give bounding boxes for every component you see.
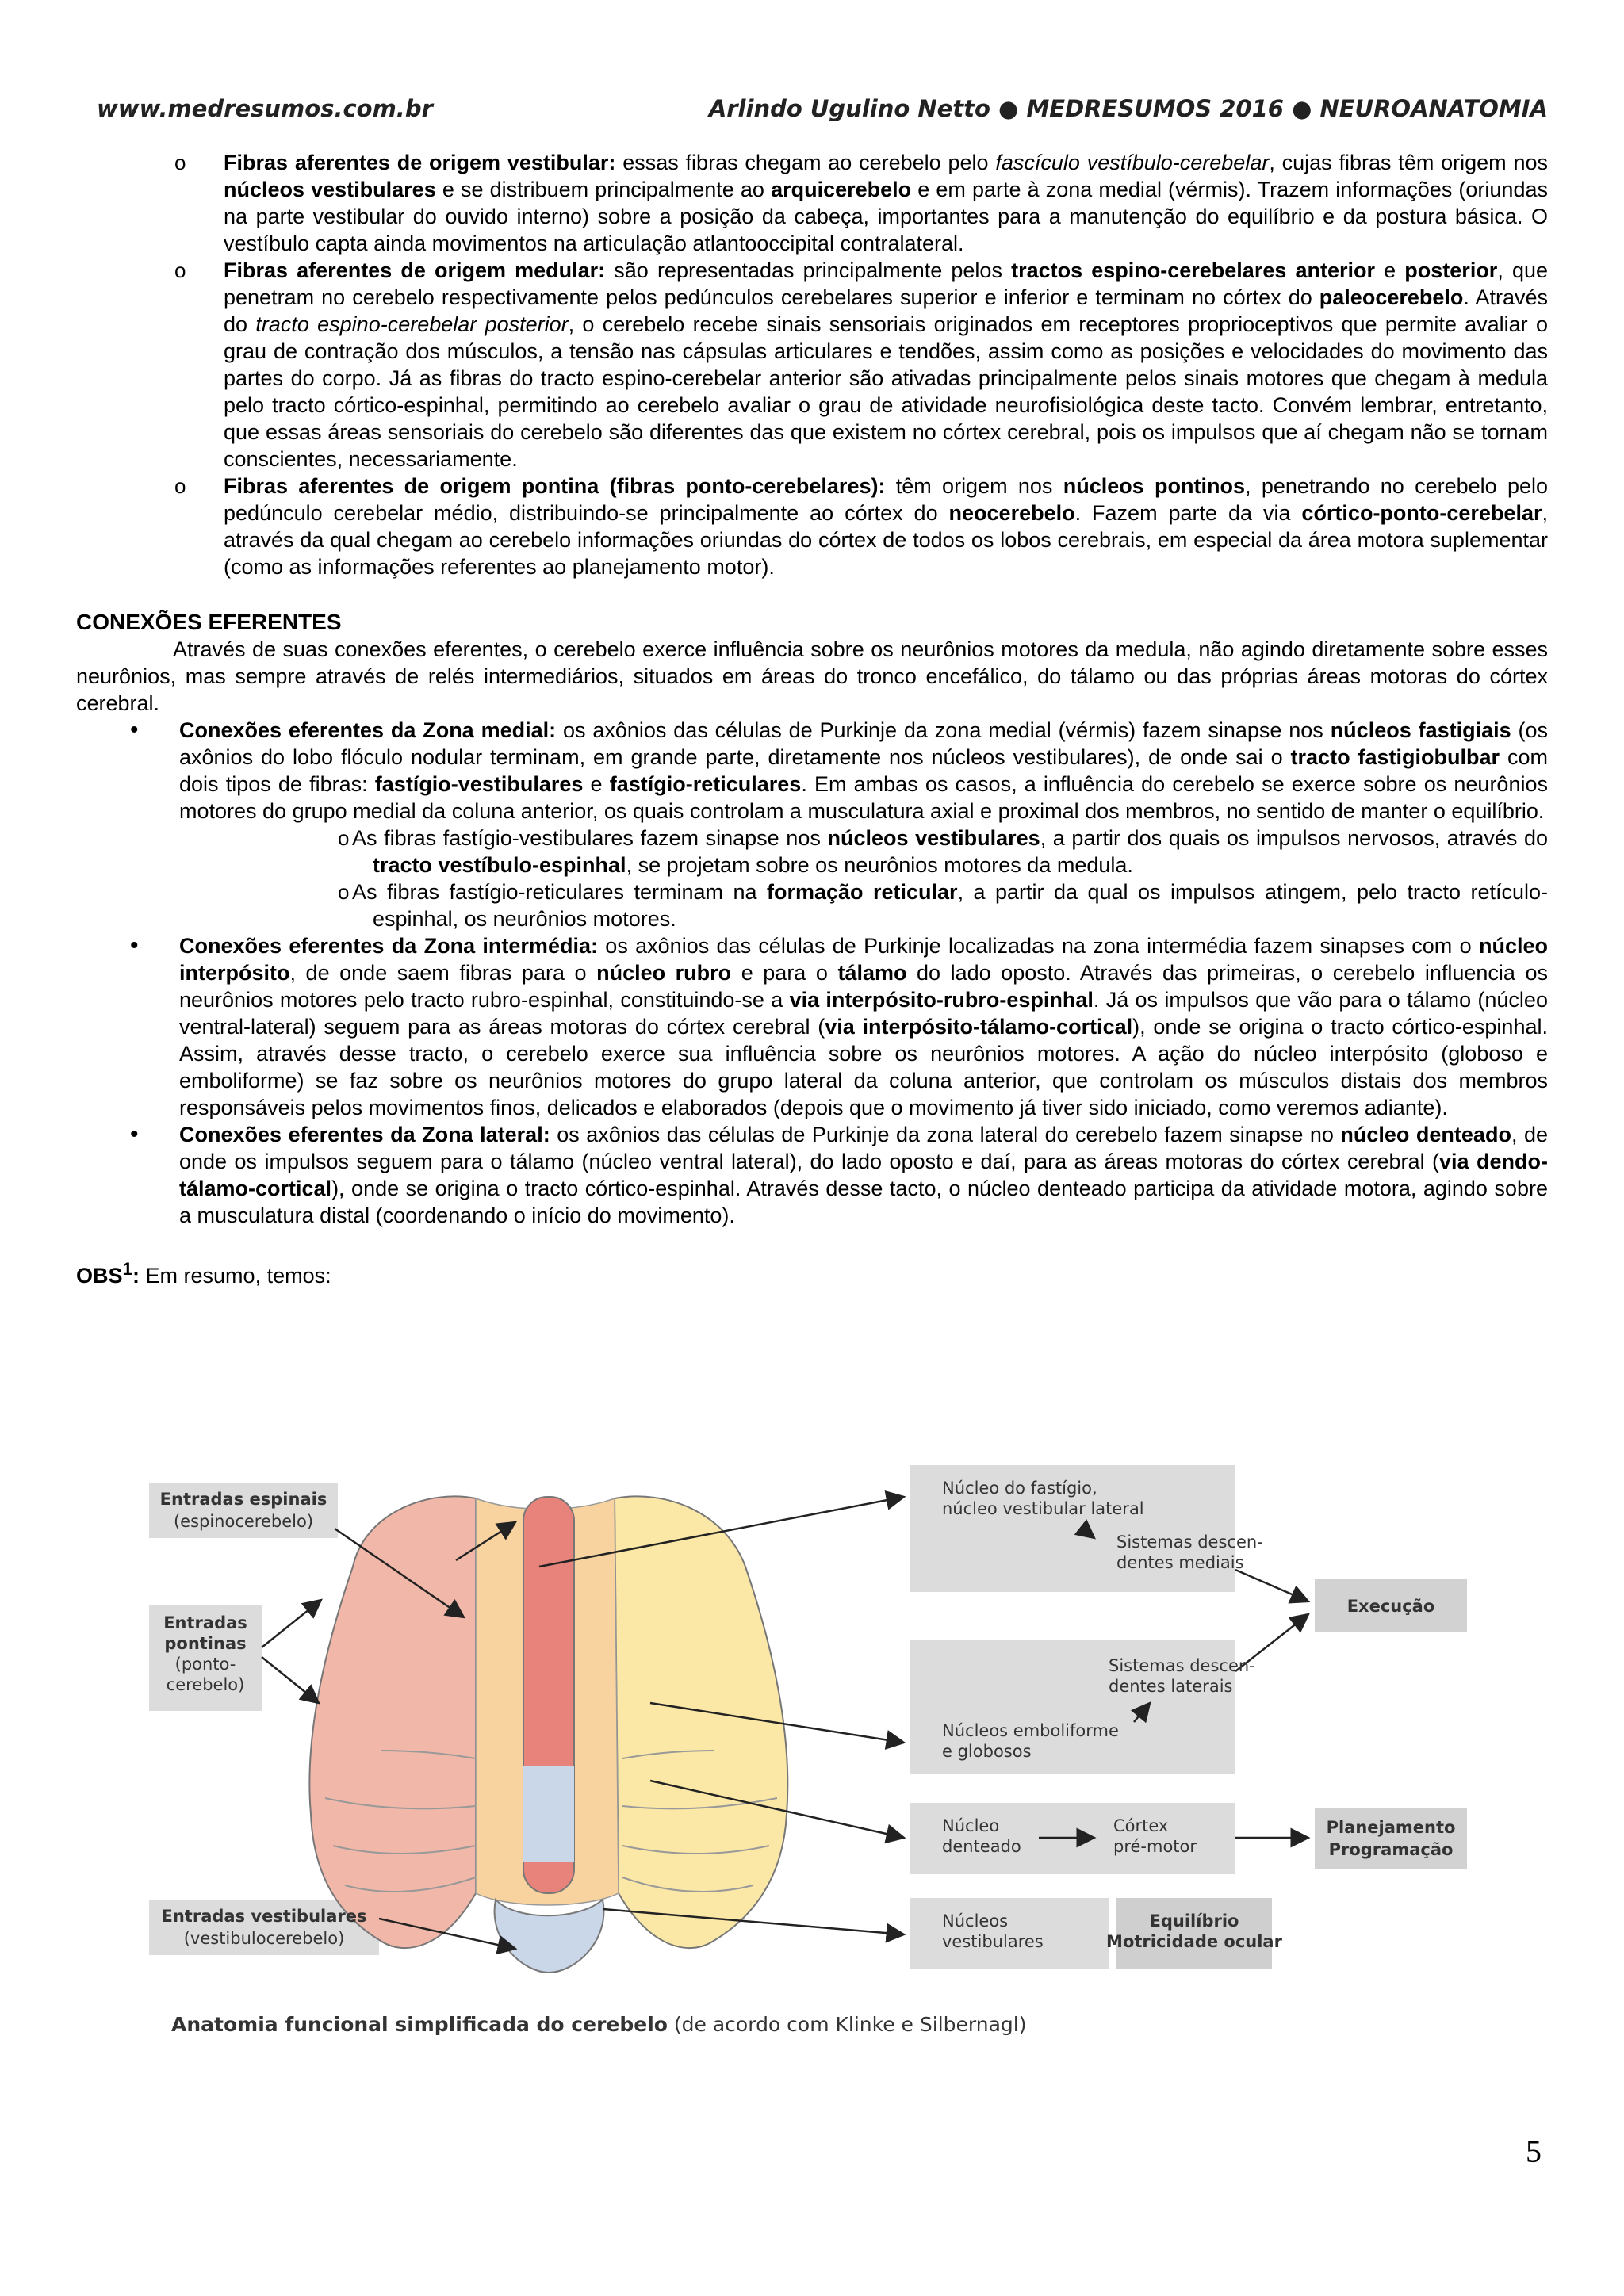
- label-emboliforme-2: e globosos: [942, 1742, 1032, 1761]
- eferentes-list: [76, 717, 1548, 1229]
- label-cortex-2: pré-motor: [1113, 1837, 1197, 1856]
- page-body: [76, 149, 1548, 1289]
- aferentes-list: [76, 149, 1548, 580]
- page-number: 5: [1526, 2133, 1542, 2169]
- label-fastigio-2: núcleo vestibular lateral: [942, 1499, 1144, 1518]
- medial-sublist: [179, 825, 1548, 932]
- label-denteado-1: Núcleo: [942, 1816, 1000, 1835]
- figure-caption: Anatomia funcional simplificada do cerebelo (de acordo com Klinke e Silbernagl): [171, 2013, 1027, 2036]
- label-entradas-vestibulares: Entradas vestibulares: [161, 1907, 367, 1926]
- section-title-eferentes: CONEXÕES EFERENTES: [76, 610, 342, 634]
- label-sist-mediais-1: Sistemas descen-: [1116, 1533, 1263, 1552]
- list-item: • Conexões eferentes da Zona lateral: os axônios das células de Purkinje da zona lateral do cerebelo fazem sinapse no núcleo denteado, de onde os impulsos seguem para o tálamo (núcleo ventral lateral), do lado oposto e daí, para as áreas motoras do córtex cerebral (via dendo-tálamo-cortical), onde se origina o tracto córtico-espinhal. Através desse tacto, o núcleo denteado participa da atividade motora, agindo sobre a musculatura distal (coordenando o início do movimento).: [76, 1121, 1548, 1229]
- label-sist-mediais-2: dentes mediais: [1116, 1553, 1244, 1572]
- label-vestibulares-1: Núcleos: [942, 1911, 1009, 1931]
- label-entradas: Entradas: [163, 1613, 247, 1632]
- arrow-pontinas: [262, 1600, 321, 1647]
- label-fastigio-1: Núcleo do fastígio,: [942, 1479, 1097, 1498]
- label-denteado-2: denteado: [942, 1837, 1021, 1856]
- list-item: o Fibras aferentes de origem vestibular: essas fibras chegam ao cerebelo pelo fascículo vestíbulo-cerebelar, cujas fibras têm origem nos núcleos vestibulares e se distribuem principalmente ao arquicerebelo e em parte à zona medial (vérmis). Trazem informações (oriundas na parte vestibular do ouvido interno) sobre a posição da cabeça, importantes para a manutenção do equilíbrio e da postura básica. O vestíbulo capta ainda movimentos na articulação atlantooccipital contralateral.: [76, 149, 1548, 257]
- label-pontinas: pontinas: [164, 1634, 247, 1653]
- eferentes-intro: Através de suas conexões eferentes, o cerebelo exerce influência sobre os neurônios motores da medula, não agindo diretamente sobre esses neurônios, mas sempre através de relés intermediários, situados em áreas do tronco encefálico, do tálamo ou das próprias áreas motoras do córtex cerebral.: [76, 637, 1548, 715]
- header-author: Arlindo Ugulino Netto ● MEDRESUMOS 2016 ● NEUROANATOMIA: [708, 95, 1548, 122]
- label-cerebelo: cerebelo): [166, 1675, 245, 1694]
- label-sist-laterais-1: Sistemas descen-: [1109, 1656, 1255, 1675]
- arrow-mediais-exec: [1235, 1570, 1308, 1601]
- label-execucao: Execução: [1346, 1597, 1435, 1616]
- list-item: o As fibras fastígio-reticulares terminam na formação reticular, a partir da qual os impulsos atingem, pelo tracto retículo-espinhal, os neurônios motores.: [179, 878, 1548, 932]
- label-cortex-1: Córtex: [1113, 1816, 1169, 1835]
- label-vestibulares-2: vestibulares: [942, 1932, 1044, 1951]
- list-item: o As fibras fastígio-vestibulares fazem sinapse nos núcleos vestibulares, a partir dos quais os impulsos nervosos, através do tracto vestíbulo-espinhal, se projetam sobre os neurônios motores da medula.: [179, 825, 1548, 878]
- label-vestibulocerebelo: (vestibulocerebelo): [183, 1929, 345, 1948]
- box-planejamento: [1315, 1808, 1467, 1869]
- arrow-pontinas-2: [262, 1657, 319, 1703]
- obs-note: OBS$^1$: Em resumo, temos:: [76, 1259, 331, 1288]
- cerebellum-diagram: [143, 1465, 1475, 2060]
- list-item: o Fibras aferentes de origem medular: são representadas principalmente pelos tractos espino-cerebelares anterior e posterior, que penetram no cerebelo respectivamente pelos pedúnculos cerebelares superior e inferior e terminam no córtex do paleocerebelo. Através do tracto espino-cerebelar posterior, o cerebelo recebe sinais sensoriais originados em receptores proprioceptivos que permite avaliar o grau de contração dos músculos, a tensão nas cápsulas articulares e tendões, assim como as posições e velocidades do movimento das partes do corpo. Já as fibras do tracto espino-cerebelar anterior são ativadas principalmente pelos sinais motores que chegam à medula pelo tracto córtico-espinhal, permitindo ao cerebelo avaliar o grau de atividade neurofisiológica deste tacto. Convém lembrar, entretanto, que essas áreas sensoriais do cerebelo são diferentes das que existem no córtex cerebral, pois os impulsos que aí chegam não se tornam conscientes, necessariamente.: [76, 257, 1548, 473]
- cerebellum-shape: [309, 1496, 787, 1973]
- label-equilibrio: Equilíbrio: [1149, 1911, 1239, 1931]
- label-espinocerebelo: (espinocerebelo): [173, 1512, 314, 1531]
- header-website: www.medresumos.com.br: [97, 95, 433, 122]
- label-sist-laterais-2: dentes laterais: [1109, 1677, 1233, 1696]
- label-programacao: Programação: [1328, 1840, 1454, 1859]
- label-planejamento: Planejamento: [1326, 1818, 1456, 1837]
- list-item: • Conexões eferentes da Zona medial: os axônios das células de Purkinje da zona medial (vérmis) fazem sinapse nos núcleos fastigiais (os axônios do lobo flóculo nodular terminam, em grande parte, diretamente nos núcleos vestibulares), de onde sai o tracto fastigiobulbar com dois tipos de fibras: fastígio-vestibulares e fastígio-reticulares. Em ambas os casos, a influência do cerebelo se exerce sobre os neurônios motores do grupo medial da coluna anterior, os quais controlam a musculatura axial e proximal dos membros, no sentido de manter o equilíbrio. o As fibras fastígio-vestibulares fazem sinapse nos núcleos vestibulares, a partir dos quais os impulsos nervosos, através do tracto vestíbulo-espinhal, se projetam sobre os neurônios motores da medula. o As fibras fastígio-reticulares terminam na formação reticular, a partir da qual os impulsos atingem, pelo tracto retículo-espinhal, os neurônios motores.: [76, 717, 1548, 932]
- label-emboliforme-1: Núcleos emboliforme: [942, 1721, 1119, 1740]
- label-ponto: (ponto-: [174, 1655, 236, 1674]
- list-item: • Conexões eferentes da Zona intermédia: os axônios das células de Purkinje localizadas na zona intermédia fazem sinapses com o núcleo interpósito, de onde saem fibras para o núcleo rubro e para o tálamo do lado oposto. Através das primeiras, o cerebelo influencia os neurônios motores pelo tracto rubro-espinhal, constituindo-se a via interpósito-rubro-espinhal. Já os impulsos que vão para o tálamo (núcleo ventral-lateral) seguem para as áreas motoras do córtex cerebral (via interpósito-tálamo-cortical), onde se origina o tracto córtico-espinhal. Assim, através desse tracto, o cerebelo exerce sua influência sobre os neurônios motores. A ação do núcleo interpósito (globoso e emboliforme) se faz sobre os neurônios motores do grupo lateral da coluna anterior, que controlam os músculos distais dos membros responsáveis pelos movimentos finos, delicados e elaborados (depois que o movimento já tiver sido iniciado, como veremos adiante).: [76, 932, 1548, 1121]
- list-item: o Fibras aferentes de origem pontina (fibras ponto-cerebelares): têm origem nos núcleos pontinos, penetrando no cerebelo pelo pedúnculo cerebelar médio, distribuindo-se principalmente ao córtex do neocerebelo. Fazem parte da via córtico-ponto-cerebelar, através da qual chegam ao cerebelo informações oriundas do córtex de todos os lobos cerebrais, em especial da área motora suplementar (como as informações referentes ao planejamento motor).: [76, 473, 1548, 580]
- label-motricidade: Motricidade ocular: [1106, 1932, 1282, 1951]
- label-entradas-espinais: Entradas espinais: [159, 1490, 327, 1509]
